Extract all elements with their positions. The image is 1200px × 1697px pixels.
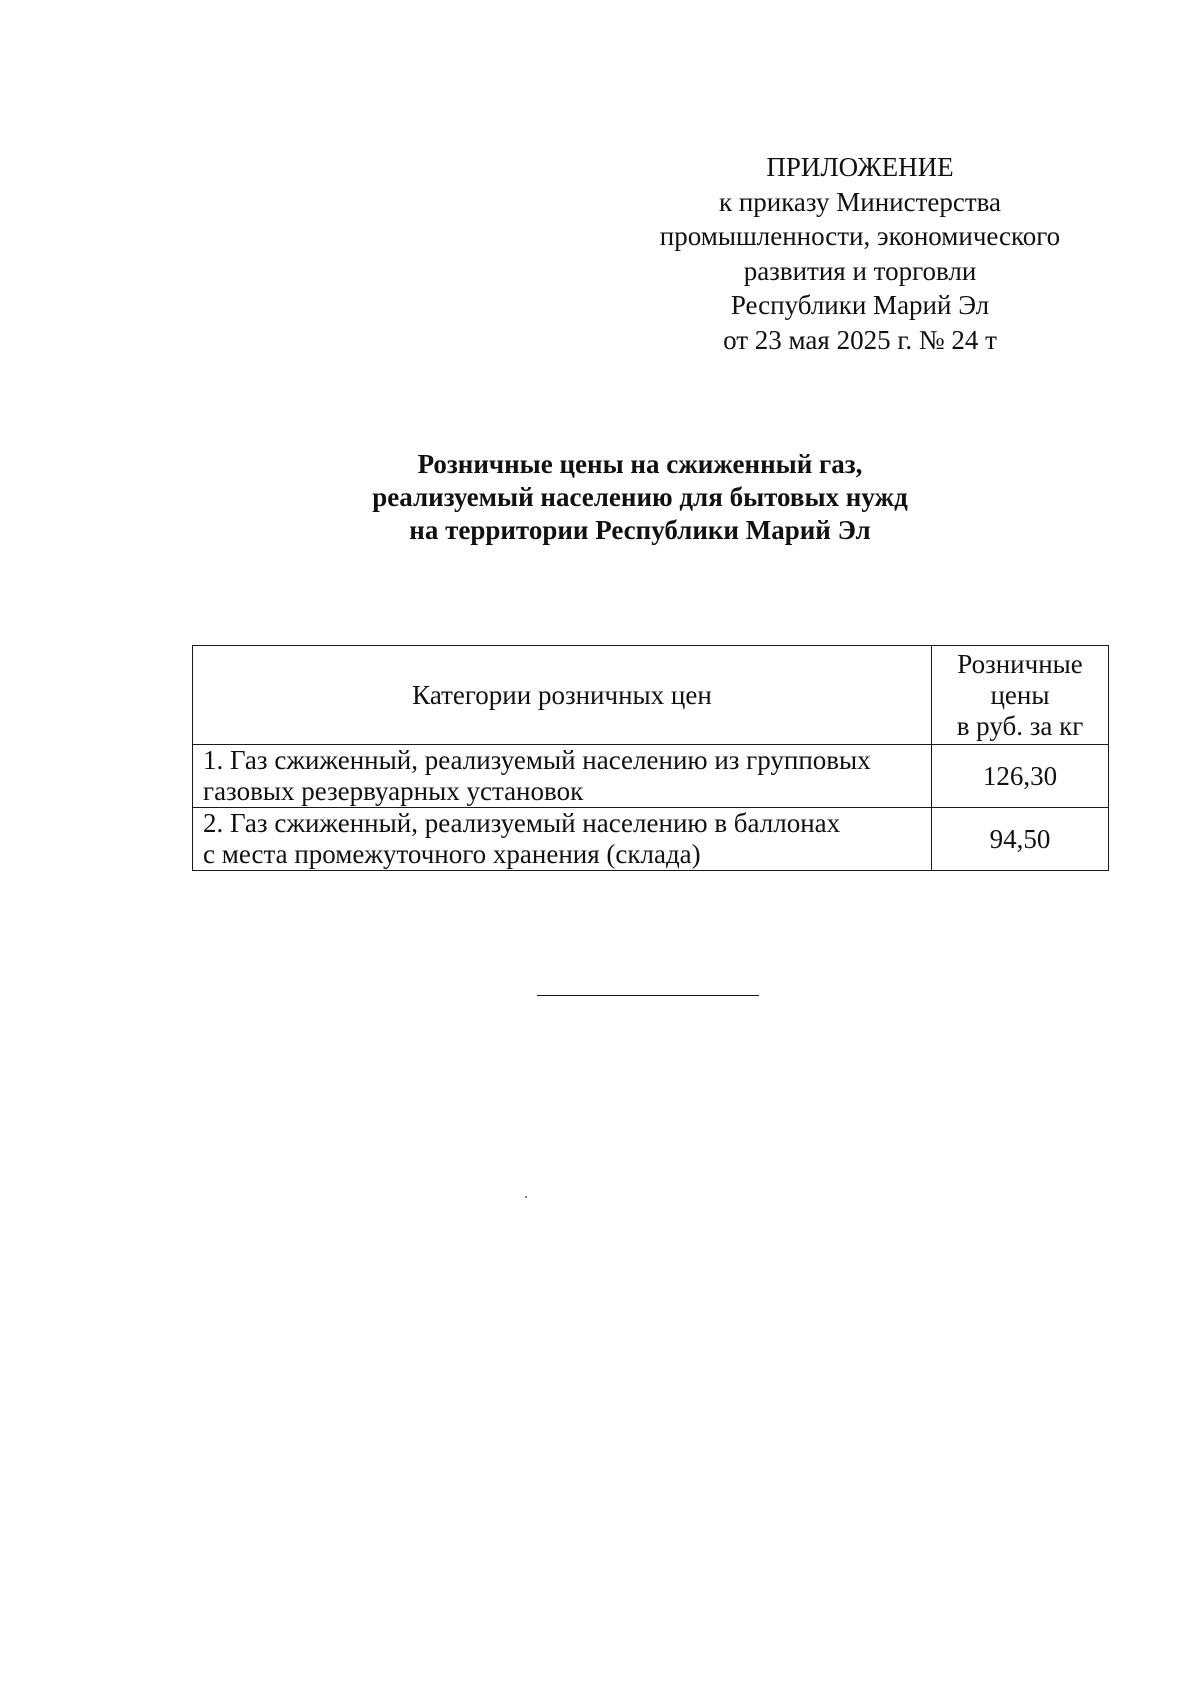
appendix-republic-line: Республики Марий Эл <box>730 290 990 320</box>
category-line: 2. Газ сжиженный, реализуемый населению в баллонах <box>203 808 841 838</box>
title-line: на территории Республики Марий Эл <box>409 515 871 545</box>
appendix-ministry-line: промышленности, экономического <box>659 221 1061 251</box>
appendix-ministry-line: развития и торговли <box>743 255 977 286</box>
header-price-line: в руб. за кг <box>956 710 1084 741</box>
price-cell: 94,50 <box>932 808 1109 871</box>
table-row <box>193 745 1109 808</box>
scan-speck <box>525 1196 527 1198</box>
document-title <box>260 448 1020 547</box>
price-table <box>192 645 1109 871</box>
appendix-heading: ПРИЛОЖЕНИЕ <box>766 152 954 182</box>
appendix-date-number: от 23 мая 2025 г. № 24 т <box>723 324 997 355</box>
category-line: 1. Газ сжиженный, реализуемый населению из групповых <box>203 745 871 775</box>
category-cell <box>193 808 932 871</box>
appendix-order-line: к приказу Министерства <box>718 186 1002 217</box>
header-price-line: цены <box>990 679 1050 710</box>
title-line: реализуемый населению для бытовых нужд <box>372 482 908 512</box>
appendix-header <box>620 150 1100 357</box>
category-line: газовых резервуарных установок <box>203 776 584 806</box>
header-price <box>932 646 1109 745</box>
table-row <box>193 808 1109 871</box>
category-line: с места промежуточного хранения (склада) <box>203 839 701 869</box>
end-divider <box>537 995 759 996</box>
title-line: Розничные цены на сжиженный газ, <box>417 449 863 479</box>
table-header-row <box>193 646 1109 745</box>
category-cell <box>193 745 932 808</box>
price-cell: 126,30 <box>932 745 1109 808</box>
header-category: Категории розничных цен <box>193 646 932 745</box>
header-price-line: Розничные <box>957 648 1083 679</box>
